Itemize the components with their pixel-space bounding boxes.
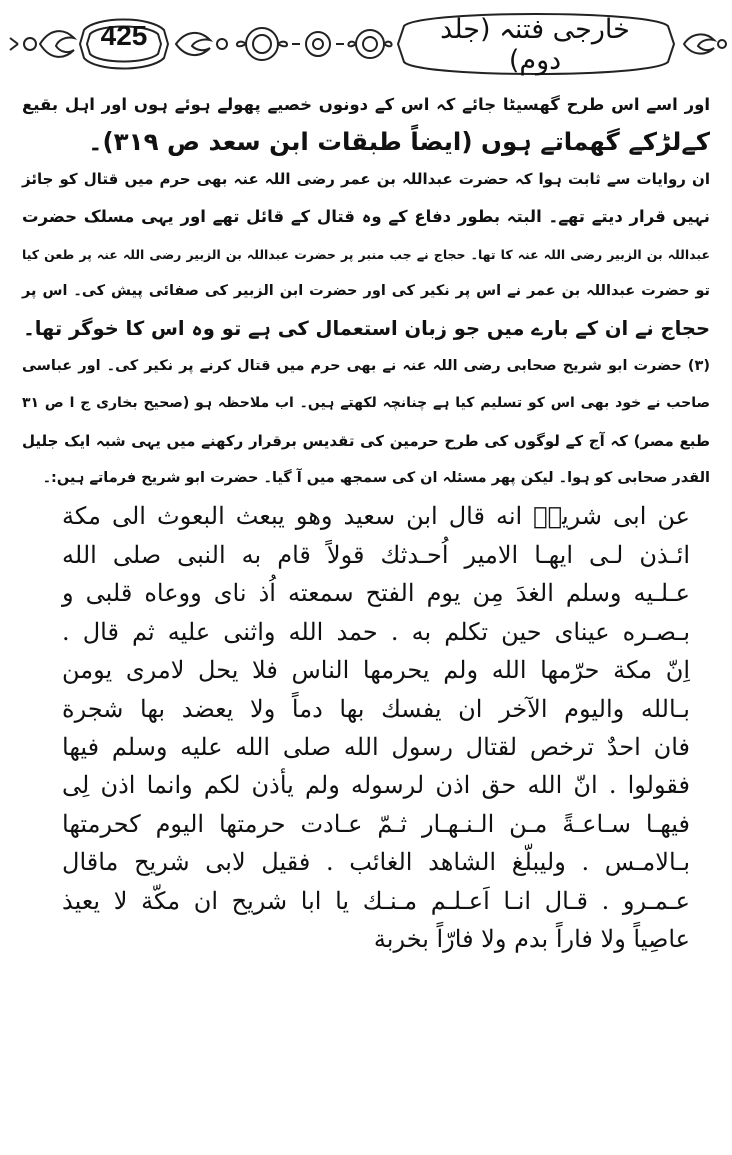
- quote-line: بـصـره عيناى حين تكلم به . حمد الله واثنى عليه ثم قال .: [62, 617, 690, 646]
- page-header: [0, 6, 732, 84]
- quote-line: فان احدٌ ترخص لقتال رسول الله صلى الله عليه وسلم فيها: [62, 732, 691, 761]
- text-line: ان روایات سے ثابت ہوا کہ حضرت عبداللہ بن عمر رضی اللہ عنہ بھی حرم میں قتال کو جائز: [22, 169, 710, 188]
- center-rosette-icon: [292, 32, 344, 56]
- arabic-hadith-quote: [22, 497, 710, 958]
- quote-line: اِنّ مكة حرّمها الله ولم يحرمها الناس فلا يحل لامرى يومن: [62, 656, 690, 685]
- text-line: نہیں قرار دیتے تھے۔ البتہ بطور دفاع کے وہ قتال کے قائل تھے اور یہی مسلک حضرت: [22, 207, 710, 227]
- text-line: کےلڑکے گھماتے ہوں (ایضاً طبقات ابن سعد ص ۳۱۹)۔: [88, 127, 710, 157]
- text-line: (۳) حضرت ابو شریح صحابی رضی اللہ عنہ نے بھی حرم میں قتال کرنے پر نکیر کی۔ اور عباسی: [22, 357, 710, 374]
- left-flourish-icon: [40, 31, 74, 57]
- center-rosette-icon: [348, 30, 391, 58]
- quote-line: بـالامـس . وليبلّغ الشاهد الغائب . فقيل لابى شريح ماقال: [62, 848, 690, 877]
- quote-line: عـمـرو . قـال انـا اَعـلـم مـنـك يا ابا شريح ان مكّة لا يعيذ: [62, 886, 690, 915]
- center-rosette-icon: [237, 28, 287, 60]
- quote-line: فيهـا سـاعـةً مـن الـنـهـار ثـمّ عـادت حرمتها اليوم كحرمتها: [62, 809, 690, 838]
- running-title: خارجی فتنہ (جلد دوم): [440, 14, 630, 76]
- paragraph: [22, 161, 710, 348]
- quote-line: بـالله واليوم الآخر ان يفسك بها دماً ولا يعضد بها شجرة: [62, 694, 690, 723]
- text-line: طبع مصر) کہ آج کے لوگوں کی طرح حرمین کی تقدیس برقرار رکھنے میں یہی شبہ ایک جلیل: [22, 431, 710, 450]
- paragraph: [22, 86, 710, 161]
- quote-line: ائـذن لـى ايهـا الامير اُحـدثك قولاً قام به النبى صلى الله: [62, 540, 690, 569]
- page-body: [22, 86, 710, 958]
- paragraph: [22, 348, 710, 498]
- quote-line: عاصِياً ولا فاراً بدم ولا فارّاً بخربة: [373, 924, 690, 953]
- text-line: تو حضرت عبداللہ بن عمر نے اس پر نکیر کی اور حضرت ابن الزبیر کی صفائی پیش کی۔ اس پر: [22, 283, 710, 300]
- urdu-text-block: [22, 86, 710, 497]
- right-flourish-icon: [684, 34, 714, 53]
- text-line: صاحب نے خود بھی اس کو تسلیم کیا ہے چنانچہ لکھتے ہیں۔ اب ملاحظہ ہو (صحیح بخاری ج ا ص ۳۱: [22, 395, 710, 412]
- text-line: القدر صحابی کو ہوا۔ لیکن پھر مسئلہ ان کی سمجھ میں آ گیا۔ حضرت ابو شریح فرماتے ہیں:۔: [42, 470, 710, 487]
- text-line: عبداللہ بن الزبیر رضی اللہ عنہ کا تھا۔ حجاج نے جب منبر پر حضرت عبداللہ بن الزبیر رضی اللہ عنہ پر طعن کیا: [22, 246, 710, 262]
- text-line: اور اسے اس طرح گھسیٹا جائے کہ اس کے دونوں خصیے پھولے ہوئے ہوں اور اہل بقیع: [22, 95, 710, 114]
- quote-line: عـلـيه وسلم الغدَ مِن يوم الفتح سمعته اُذ ناى ووعاه قلبى و: [62, 579, 690, 608]
- quote-line: فقولوا . انّ الله حق اذن لرسوله ولم يأذن لكم وانما اذن لِى: [62, 771, 690, 800]
- quote-line: عن ابى شريحؓ انه قال ابن سعيد وهو يبعث البعوث الى مكة: [62, 502, 690, 531]
- page-number: 425: [100, 20, 148, 51]
- text-line: حجاج نے ان کے بارے میں جو زبان استعمال کی ہے تو وہ اس کا خوگر تھا۔: [23, 317, 710, 341]
